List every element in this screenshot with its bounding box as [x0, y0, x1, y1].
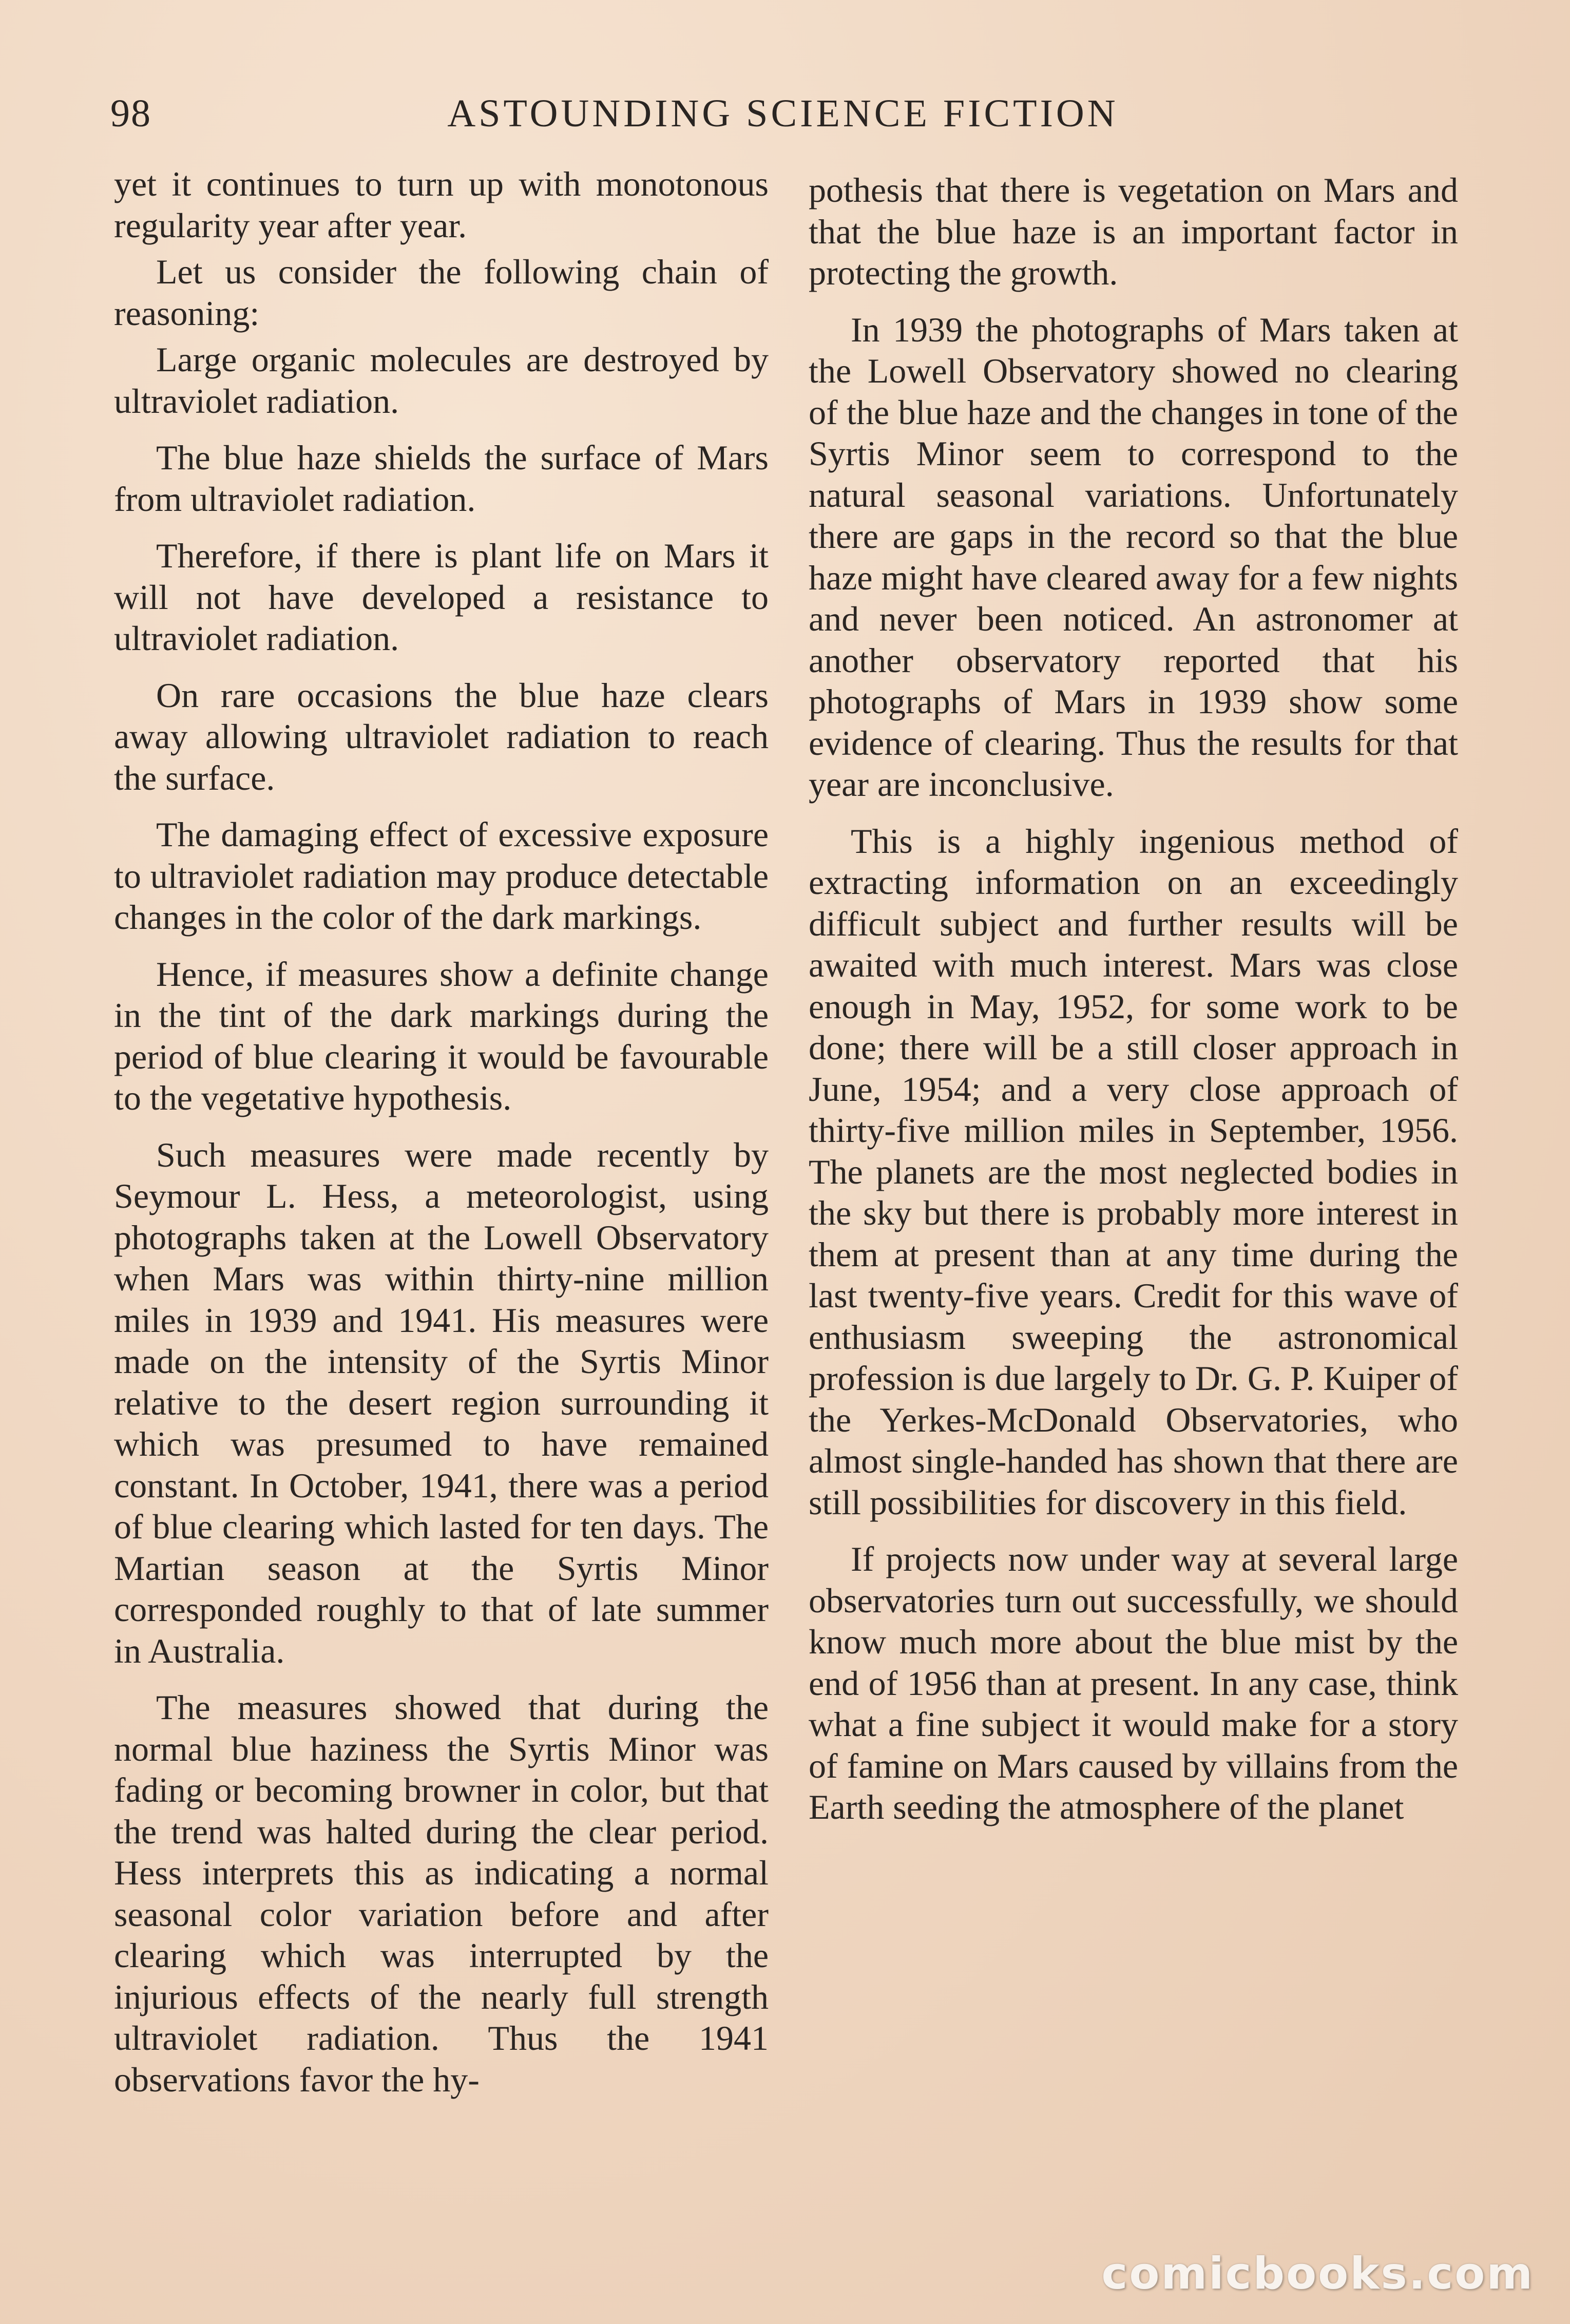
paragraph: Let us consider the following chain of reasoning:: [114, 252, 769, 333]
right-column: [809, 169, 1458, 1833]
paragraph: On rare occasions the blue haze clears away allowing ultraviolet radiation to reach the surface.: [114, 675, 769, 797]
paragraph: The damaging effect of excessive exposure to ultraviolet radiation may produce detectable changes in the color of the dark markings.: [114, 815, 769, 937]
paragraph: yet it continues to turn up with monotonous regularity year after year.: [114, 164, 769, 245]
paragraph: Large organic molecules are destroyed by ultraviolet radiation.: [114, 340, 769, 421]
left-column: [114, 163, 769, 2105]
paragraph: pothesis that there is vegetation on Mars and that the blue haze is an important factor in protecting the growth.: [809, 170, 1458, 292]
page-number: 98: [110, 92, 151, 135]
paragraph: Hence, if measures show a definite change in the tint of the dark markings during the period of blue clearing it would be favourable to the vegetative hypothesis.: [114, 954, 769, 1117]
paragraph: Therefore, if there is plant life on Mars it will not have developed a resistance to ultraviolet radiation.: [114, 536, 769, 658]
paragraph: This is a highly ingenious method of extracting information on an exceedingly difficult subject and further results will be awaited with much interest. Mars was close enough in May, 1952, for some work to be done; there will be a still closer approach in June, 1954; and a very close approach of thirty-five million miles in September, 1956. The planets are the most neglected bodies in the sky but there is probably more interest in them at present than at any time during the last twenty-five years. Credit for this wave of enthusiasm sweeping the astronomical profession is due largely to Dr. G. P. Kuiper of the Yerkes-McDonald Observatories, who almost single-handed has shown that there are still possibilities for discovery in this field.: [809, 821, 1458, 1522]
watermark-logo: comicbooks.com: [1101, 2248, 1534, 2299]
paragraph: Such measures were made recently by Seymour L. Hess, a meteorologist, using photographs taken at the Lowell Observatory when Mars was within thirty-nine million miles in 1939 and 1941. His measures were made on the intensity of the Syrtis Minor relative to the desert region surrounding it which was presumed to have remained constant. In October, 1941, there was a period of blue clearing which lasted for ten days. The Martian season at the Syrtis Minor corresponded roughly to that of late summer in Australia.: [114, 1135, 769, 1670]
paragraph: The blue haze shields the surface of Mars from ultraviolet radiation.: [114, 438, 769, 519]
paragraph: The measures showed that during the normal blue haziness the Syrtis Minor was fading or becoming browner in color, but that the trend was halted during the clear period. Hess interprets this as indicating a normal seasonal color variation before and after clearing which was interrupted by the injurious effects of the nearly full strength ultraviolet radiation. Thus the 1941 observations favor the hy-: [114, 1688, 769, 2099]
paragraph: In 1939 the photographs of Mars taken at the Lowell Observatory showed no clearing of the blue haze and the changes in tone of the Syrtis Minor seem to correspond to the natural seasonal variations. Unfortunately there are gaps in the record so that the blue haze might have cleared away for a few nights and never been noticed. An astronomer at another observatory reported that his photographs of Mars in 1939 show some evidence of clearing. Thus the results for that year are inconclusive.: [809, 310, 1458, 804]
running-title: ASTOUNDING SCIENCE FICTION: [447, 92, 1119, 135]
page-header: [110, 91, 1456, 148]
paragraph: If projects now under way at several large observatories turn out successfully, we should know much more about the blue mist by the end of 1956 than at present. In any case, think what a fine subject it would make for a story of famine on Mars caused by villains from the Earth seeding the atmosphere of the planet: [809, 1539, 1458, 1826]
